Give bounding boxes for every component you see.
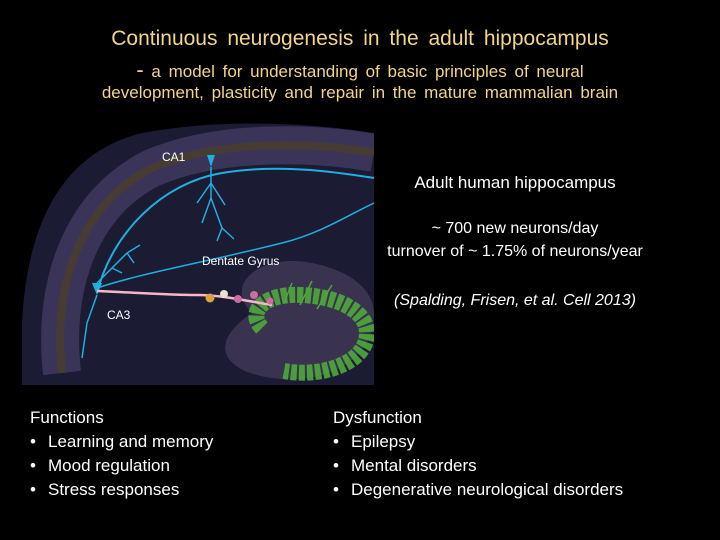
list-item: [333, 478, 623, 502]
list-item-label: Mood regulation: [48, 456, 170, 475]
list-item-label: Degenerative neurological disorders: [351, 480, 624, 499]
info-title: Adult human hippocampus: [414, 173, 616, 192]
dysfunction-heading: Dysfunction: [333, 408, 422, 427]
list-item: [30, 430, 213, 454]
slide-title: Continuous neurogenesis in the adult hippocampus: [111, 27, 609, 50]
new-neuron-2: [220, 290, 228, 298]
list-item-label: Epilepsy: [351, 432, 416, 451]
info-new-neurons: ~ 700 new neurons/day: [431, 220, 599, 237]
subtitle-dash: -: [136, 57, 144, 82]
bullet: •: [333, 456, 339, 475]
new-neuron-5: [267, 298, 274, 305]
list-item: [30, 478, 213, 502]
list-item: [30, 454, 213, 478]
dysfunction-list: [333, 406, 623, 502]
functions-heading: Functions: [30, 408, 104, 427]
bullet: •: [30, 456, 36, 475]
list-item-label: Mental disorders: [351, 456, 477, 475]
list-item-label: Learning and memory: [48, 432, 214, 451]
dentate-gyrus-label: Dentate Gyrus: [202, 254, 280, 268]
info-turnover: turnover of ~ 1.75% of neurons/year: [387, 243, 643, 260]
hippocampus-diagram: [22, 123, 374, 385]
new-neuron-4: [250, 291, 258, 299]
info-citation: (Spalding, Frisen, et al. Cell 2013): [394, 292, 636, 309]
bullet: •: [30, 480, 36, 499]
new-neuron-3: [234, 295, 242, 303]
bullet: •: [30, 432, 36, 451]
slide-subtitle-line1: [0, 57, 720, 83]
list-item: [333, 430, 623, 454]
bullet: •: [333, 432, 339, 451]
subtitle-text: a model for understanding of basic principles of neural: [151, 62, 584, 81]
list-item-label: Stress responses: [48, 480, 180, 499]
ca1-label: CA1: [162, 150, 186, 164]
functions-list: [30, 406, 213, 502]
list-item: [333, 454, 623, 478]
new-neuron-1: [206, 294, 215, 303]
slide-subtitle-line2: development, plasticity and repair in the mature mammalian brain: [101, 83, 619, 102]
bullet: •: [333, 480, 339, 499]
ca3-label: CA3: [107, 308, 131, 322]
